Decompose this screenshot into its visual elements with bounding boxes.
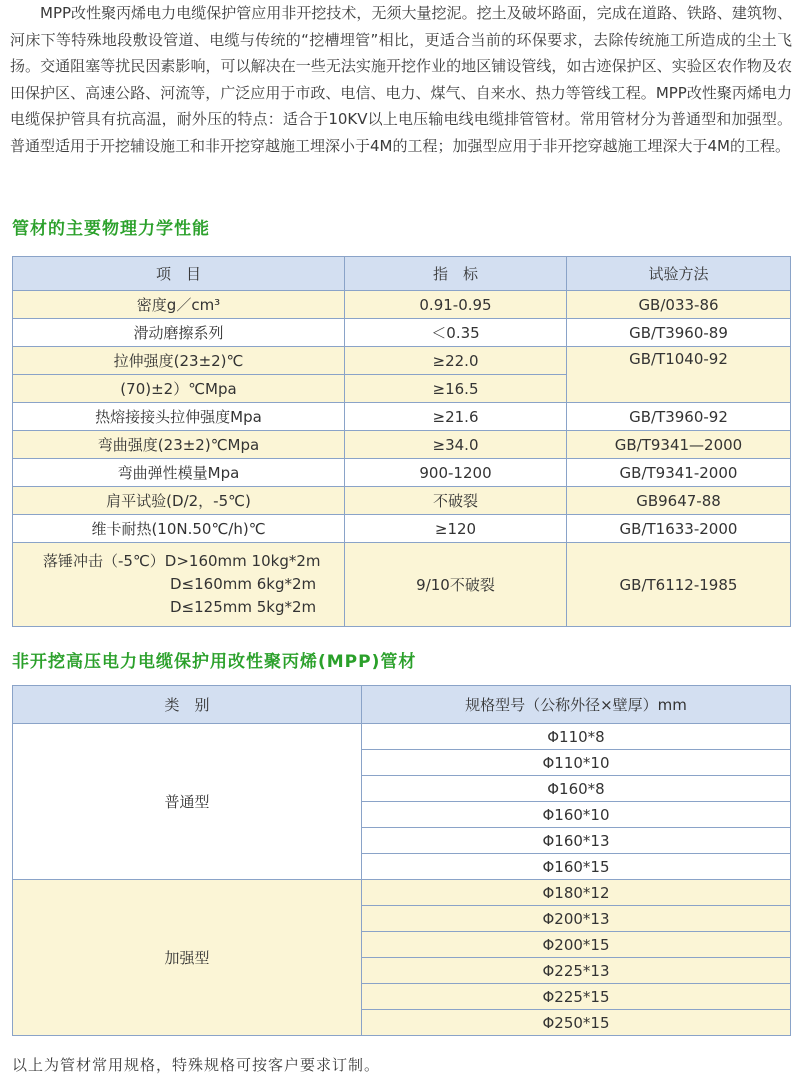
specs-table (12, 685, 791, 1036)
header-value: 指 标 (345, 257, 567, 291)
spec-cell: Φ250*15 (362, 1010, 791, 1036)
row-item: 肩平试验(D/2，-5℃) (13, 487, 345, 515)
row-method: GB/T1040-92 (567, 347, 791, 403)
impact-line: D≤160mm 6kg*2m (170, 575, 317, 593)
row-value: 900-1200 (345, 459, 567, 487)
row-value: 9/10不破裂 (345, 543, 567, 627)
spec-cell: Φ200*15 (362, 932, 791, 958)
spec-cell: Φ160*8 (362, 776, 791, 802)
spec-cell: Φ110*8 (362, 724, 791, 750)
properties-table (12, 256, 791, 627)
impact-line: 落锤冲击（-5℃）D>160mm 10kg*2m (43, 552, 321, 570)
row-item: 热熔接接头拉伸强度Mpa (13, 403, 345, 431)
intro-paragraph: MPP改性聚丙烯电力电缆保护管应用非开挖技术，无须大量挖泥。挖土及破坏路面，完成在道路、铁路、建筑物、河床下等特殊地段敷设管道、电缆与传统的“挖槽埋管”相比，更适合当前的环保要求，去除传统施工所造成的尘土飞扬。交通阻塞等扰民因素影响，可以解决在一些无法实施开挖作业的地区铺设管线，如古迹保护区、实验区农作物及农田保护区、高速公路、河流等，广泛应用于市政、电信、电力、煤气、自来水、热力等管线工程。MPP改性聚丙烯电力电缆保护管具有抗高温，耐外压的特点：适合于10KV以上电压输电线电缆排管管材。常用管材分为普通型和加强型。普通型适用于开挖辅设施工和非开挖穿越施工埋深小于4M的工程；加强型应用于非开挖穿越施工埋深大于4M的工程。 (10, 4, 792, 155)
header-method: 试验方法 (567, 257, 791, 291)
header-category: 类 别 (13, 686, 362, 724)
spec-cell: Φ225*13 (362, 958, 791, 984)
row-value: ≥16.5 (345, 375, 567, 403)
row-value: ≥22.0 (345, 347, 567, 375)
spec-cell: Φ160*10 (362, 802, 791, 828)
footnote: 以上为管材常用规格，特殊规格可按客户要求订制。 (12, 1056, 381, 1074)
spec-cell: Φ200*13 (362, 906, 791, 932)
category-normal: 普通型 (13, 724, 362, 880)
spec-cell: Φ225*15 (362, 984, 791, 1010)
header-item: 项 目 (13, 257, 345, 291)
row-method: GB/T9341-2000 (567, 459, 791, 487)
impact-line: D≤125mm 5kg*2m (170, 598, 317, 616)
row-method: GB/T1633-2000 (567, 515, 791, 543)
category-reinforced: 加强型 (13, 880, 362, 1036)
row-item: 滑动磨擦系列 (13, 319, 345, 347)
row-value: 0.91-0.95 (345, 291, 567, 319)
row-value: ≥21.6 (345, 403, 567, 431)
row-item: 弯曲弹性模量Mpa (13, 459, 345, 487)
section-title-properties: 管材的主要物理力学性能 (12, 219, 210, 239)
row-method: GB/T3960-92 (567, 403, 791, 431)
row-item-impact (13, 543, 345, 627)
section-title-specs: 非开挖高压电力电缆保护用改性聚丙烯(MPP)管材 (12, 652, 417, 672)
spec-cell: Φ110*10 (362, 750, 791, 776)
row-item: 维卡耐热(10N.50℃/h)℃ (13, 515, 345, 543)
row-method: GB/T3960-89 (567, 319, 791, 347)
row-value: ＜0.35 (345, 319, 567, 347)
row-value: ≥120 (345, 515, 567, 543)
row-item: (70)±2）℃Mpa (13, 375, 345, 403)
row-method: GB/033-86 (567, 291, 791, 319)
spec-cell: Φ160*15 (362, 854, 791, 880)
row-item: 密度g／cm³ (13, 291, 345, 319)
row-method: GB/T9341—2000 (567, 431, 791, 459)
row-item: 弯曲强度(23±2)℃Mpa (13, 431, 345, 459)
row-value: ≥34.0 (345, 431, 567, 459)
row-value: 不破裂 (345, 487, 567, 515)
header-spec: 规格型号（公称外径×壁厚）mm (362, 686, 791, 724)
row-method: GB/T6112-1985 (567, 543, 791, 627)
spec-cell: Φ160*13 (362, 828, 791, 854)
spec-cell: Φ180*12 (362, 880, 791, 906)
row-method: GB9647-88 (567, 487, 791, 515)
row-item: 拉伸强度(23±2)℃ (13, 347, 345, 375)
